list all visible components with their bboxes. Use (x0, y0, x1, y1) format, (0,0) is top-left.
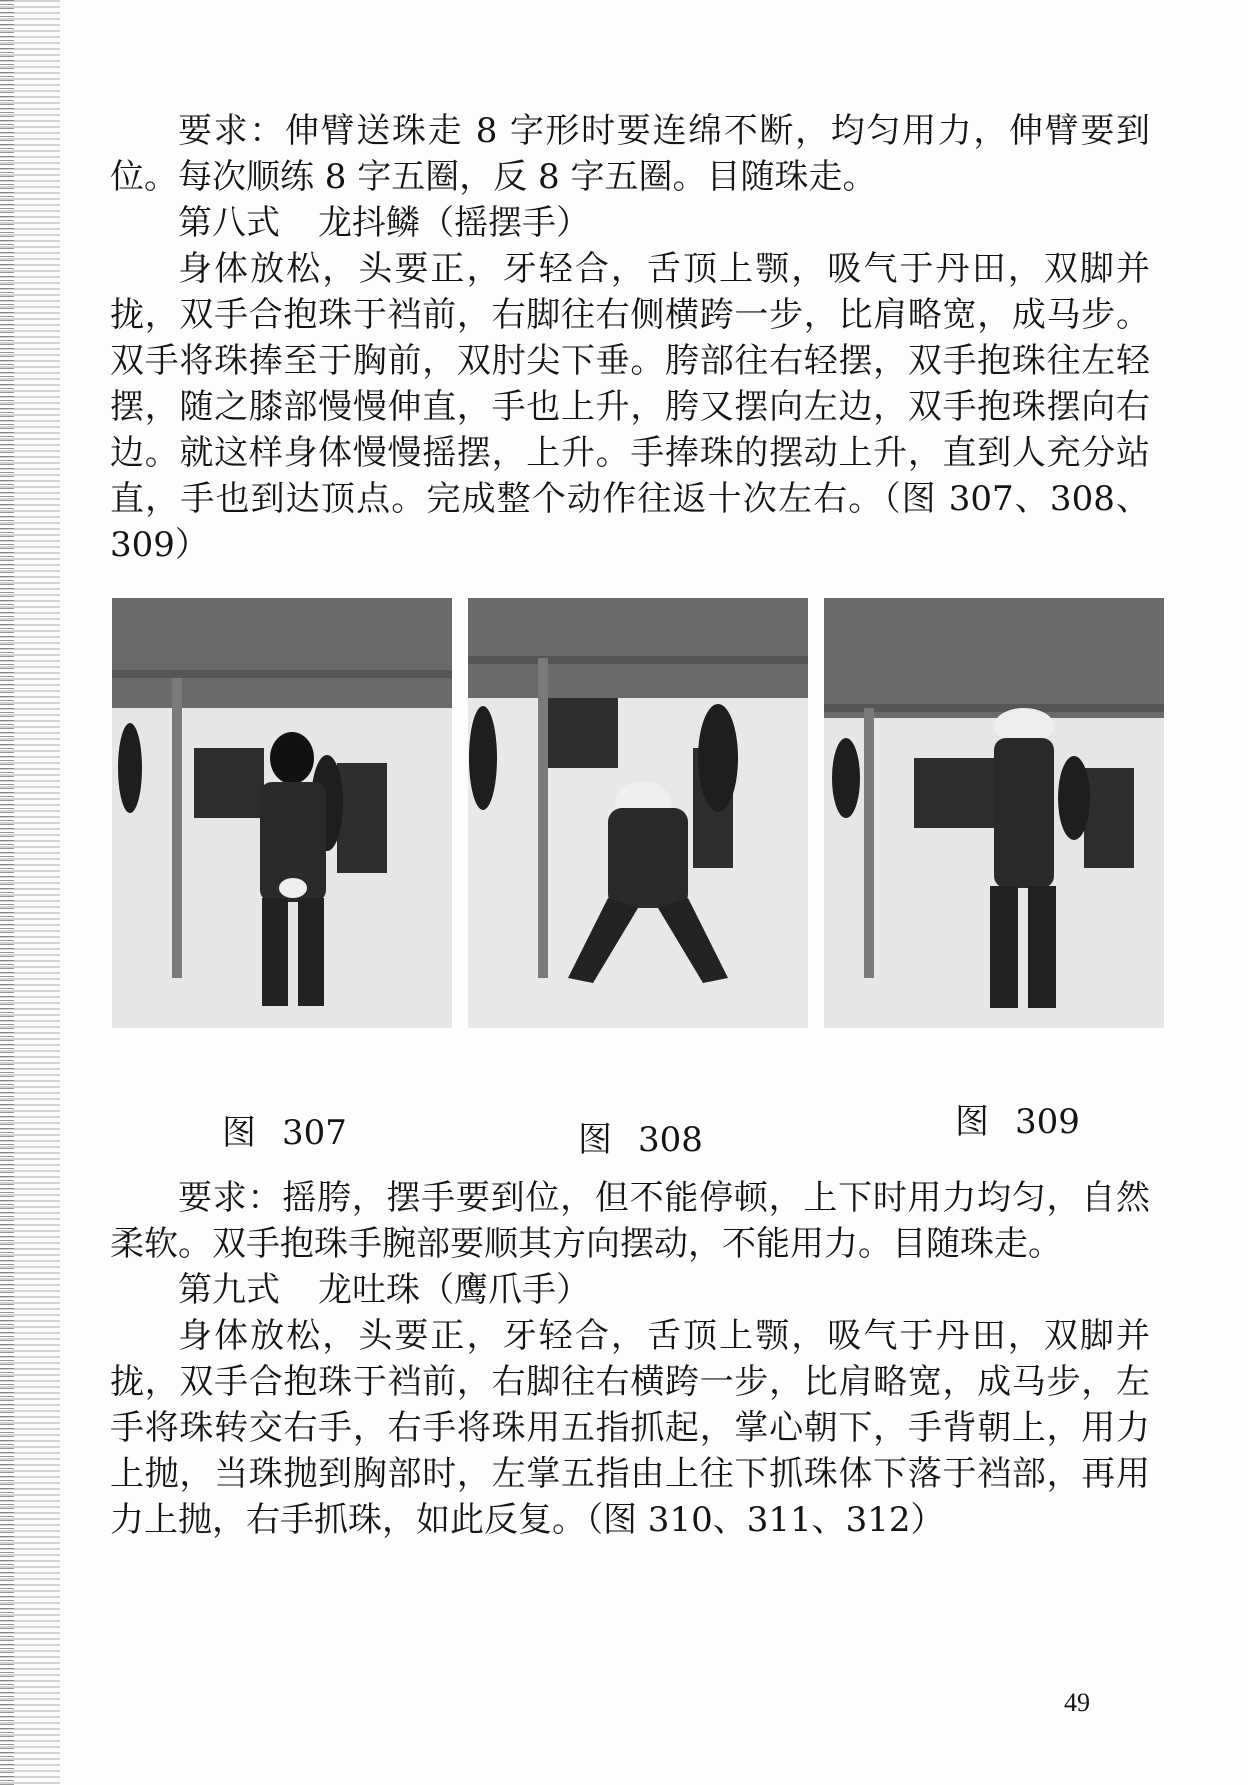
figure-caption-307 (222, 1105, 347, 1154)
caption-label: 图 (955, 1102, 989, 1142)
figure-photo-307 (112, 598, 452, 1028)
heading-number: 第九式 (178, 1270, 280, 1310)
section-heading-9 (110, 1267, 1150, 1313)
body-paragraph-bottom: 身体放松，头要正，牙轻合，舌顶上颚，吸气于丹田，双脚并拢，双手合抱珠于裆前，右脚往右横跨一步，比肩略宽，成马步，左手将珠转交右手，右手将珠用五指抓起，掌心朝下，手背朝上，用力上抛，当珠抛到胸部时，左掌五指由上往下抓珠体下落于裆部，再用力上抛，右手抓珠，如此反复。（图 310、311、312） (110, 1316, 1150, 1540)
figure-caption-308 (578, 1112, 703, 1161)
figure-photo-308 (468, 598, 808, 1028)
top-text-block (110, 108, 1150, 568)
section-heading-8 (110, 200, 1150, 246)
figure-row (112, 598, 1174, 1028)
heading-title: 龙吐珠（鹰爪手） (318, 1270, 590, 1310)
figure-photo-309 (824, 598, 1164, 1028)
caption-number: 308 (638, 1120, 703, 1160)
caption-label: 图 (578, 1120, 612, 1160)
requirement-paragraph-bottom: 要求：摇胯，摆手要到位，但不能停顿，上下时用力均匀，自然柔软。双手抱珠手腕部要顺其方向摆动，不能用力。目随珠走。 (110, 1178, 1150, 1264)
figure-caption-309 (955, 1094, 1080, 1143)
caption-number: 309 (1015, 1102, 1080, 1142)
caption-number: 307 (282, 1113, 347, 1153)
heading-title: 龙抖鳞（摇摆手） (318, 203, 590, 243)
requirement-paragraph-top: 要求：伸臂送珠走 8 字形时要连绵不断，均匀用力，伸臂要到位。每次顺练 8 字五圈，反 8 字五圈。目随珠走。 (110, 111, 1150, 197)
body-paragraph-top: 身体放松，头要正，牙轻合，舌顶上颚，吸气于丹田，双脚并拢，双手合抱珠于裆前，右脚往右侧横跨一步，比肩略宽，成马步。双手将珠捧至于胸前，双肘尖下垂。胯部往右轻摆，双手抱珠往左轻摆，随之膝部慢慢伸直，手也上升，胯又摆向左边，双手抱珠摆向右边。就这样身体慢慢摇摆，上升。手捧珠的摆动上升，直到人充分站直，手也到达顶点。完成整个动作往返十次左右。（图 307、308、309） (110, 249, 1150, 565)
bottom-text-block (110, 1175, 1150, 1543)
scan-binding-shadow (0, 0, 14, 1785)
caption-label: 图 (222, 1113, 256, 1153)
page-number: 49 (1064, 1688, 1090, 1717)
heading-number: 第八式 (178, 203, 280, 243)
